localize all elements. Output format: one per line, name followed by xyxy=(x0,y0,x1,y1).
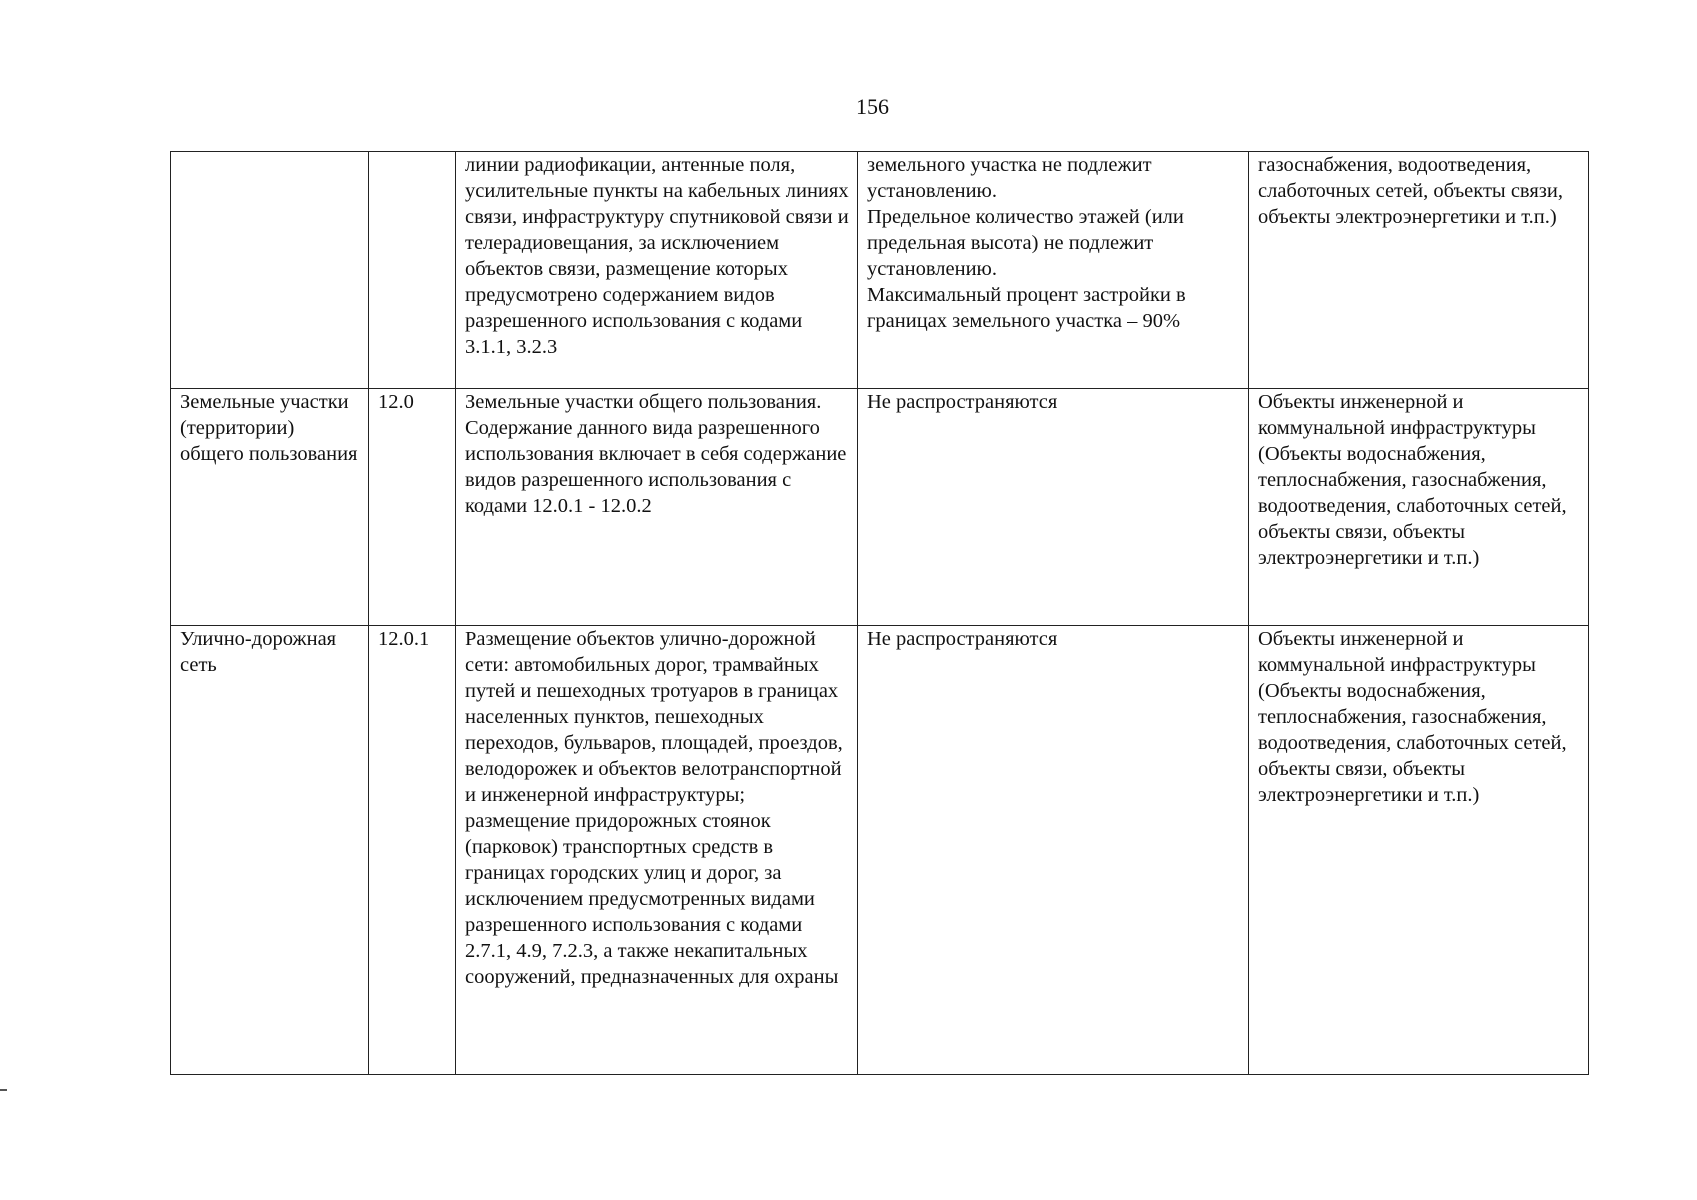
table-row xyxy=(171,626,1589,1075)
table-row xyxy=(171,152,1589,389)
land-use-code-cell: 12.0.1 xyxy=(369,626,456,1075)
land-use-name-cell xyxy=(171,152,369,389)
auxiliary-uses-cell: Объекты инженерной и коммунальной инфраструктуры (Объекты водоснабжения, теплоснабжения, газоснабжения, водоотведения, слаботочных сетей, объекты связи, объекты электроэнергетики и т.п.) xyxy=(1249,626,1589,1075)
page-number: 156 xyxy=(856,94,889,119)
auxiliary-uses-cell: газоснабжения, водоотведения, слаботочных сетей, объекты связи, объекты электроэнергетики и т.п.) xyxy=(1249,152,1589,389)
land-use-description-cell: Земельные участки общего пользования. Содержание данного вида разрешенного использования включает в себя содержание видов разрешенного использования с кодами 12.0.1 - 12.0.2 xyxy=(456,389,858,626)
land-use-description-cell: Размещение объектов улично-дорожной сети: автомобильных дорог, трамвайных путей и пешеходных тротуаров в границах населенных пунктов, пешеходных переходов, бульваров, площадей, проездов, велодорожек и объектов велотранспортной и инженерной инфраструктуры; размещение придорожных стоянок (парковок) транспортных средств в границах городских улиц и дорог, за исключением предусмотренных видами разрешенного использования с кодами 2.7.1, 4.9, 7.2.3, а также некапитальных сооружений, предназначенных для охраны xyxy=(456,626,858,1075)
land-use-name-cell: Улично-дорожная сеть xyxy=(171,626,369,1075)
margin-mark xyxy=(0,1089,7,1091)
table-row xyxy=(171,389,1589,626)
land-use-description-cell: линии радиофикации, антенные поля, усилительные пункты на кабельных линиях связи, инфраструктуру спутниковой связи и телерадиовещания, за исключением объектов связи, размещение которых предусмотрено содержанием видов разрешенного использования с кодами 3.1.1, 3.2.3 xyxy=(456,152,858,389)
building-parameters-cell: Не распространяются xyxy=(858,389,1249,626)
building-parameters-cell: земельного участка не подлежит установлению. Предельное количество этажей (или предельная высота) не подлежит установлению. Максимальный процент застройки в границах земельного участка – 90% xyxy=(858,152,1249,389)
building-parameters-cell: Не распространяются xyxy=(858,626,1249,1075)
land-use-code-cell: 12.0 xyxy=(369,389,456,626)
land-use-name-cell: Земельные участки (территории) общего пользования xyxy=(171,389,369,626)
auxiliary-uses-cell: Объекты инженерной и коммунальной инфраструктуры (Объекты водоснабжения, теплоснабжения, газоснабжения, водоотведения, слаботочных сетей, объекты связи, объекты электроэнергетики и т.п.) xyxy=(1249,389,1589,626)
land-use-table xyxy=(170,151,1589,1075)
land-use-code-cell xyxy=(369,152,456,389)
